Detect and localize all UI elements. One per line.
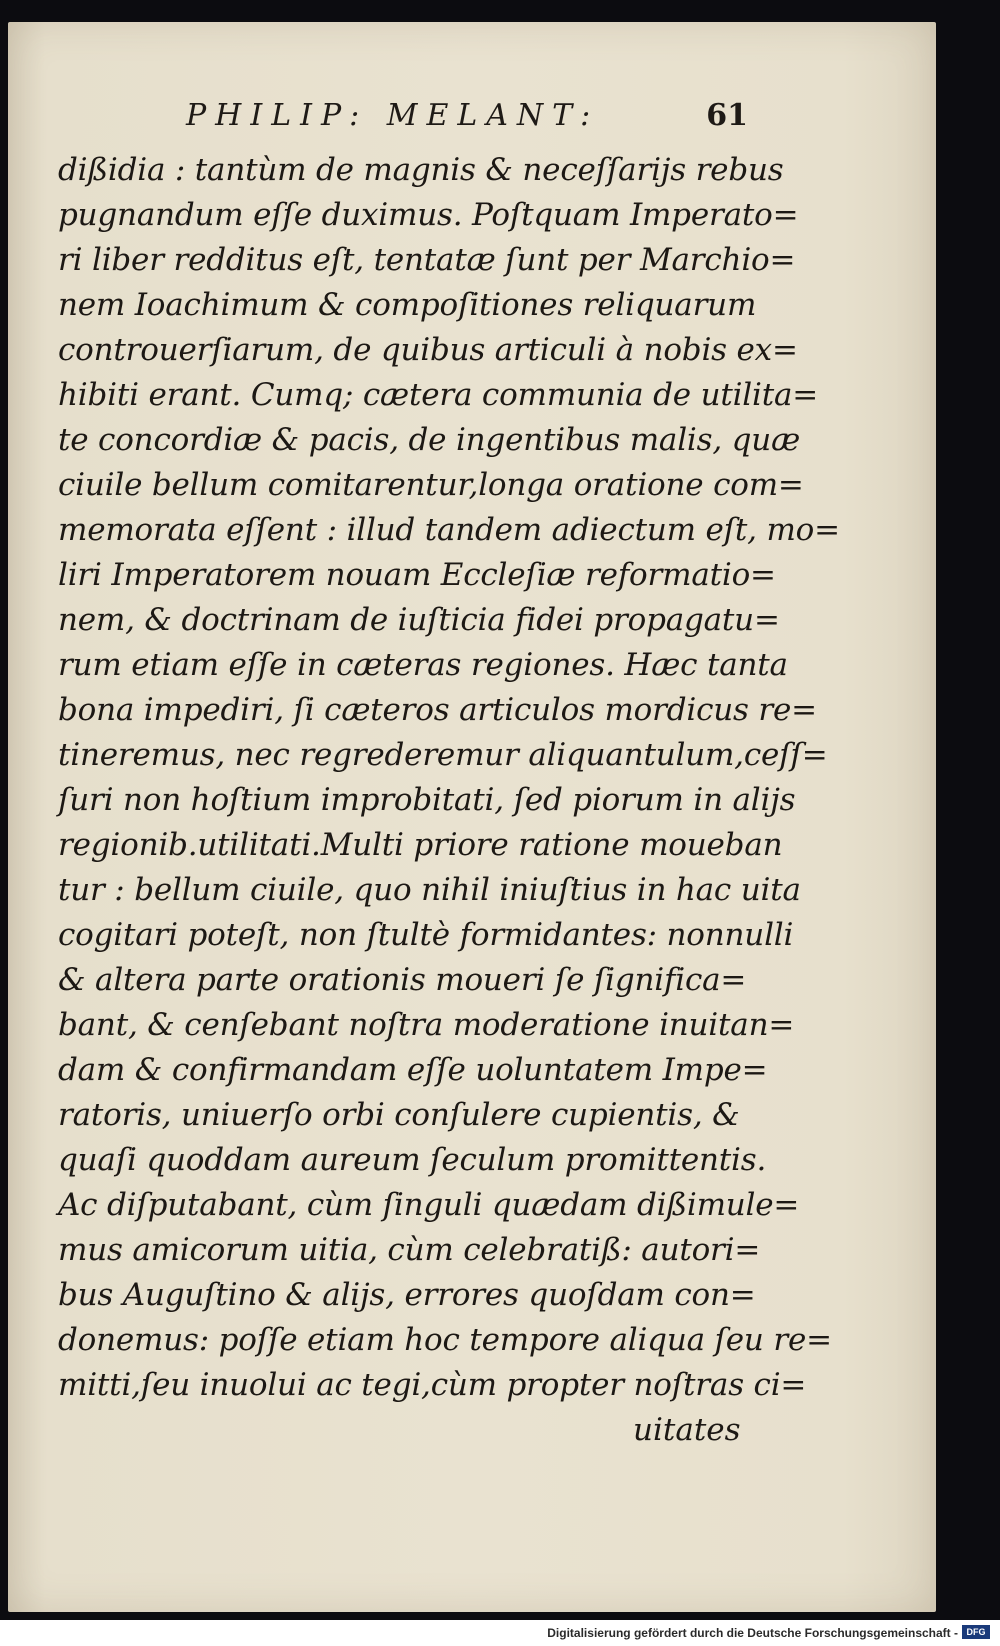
text-line: ratoris, uniuerſo orbi conſulere cupientis, &	[58, 1097, 740, 1133]
text-line: bus Auguſtino & alijs, errores quoſdam con=	[58, 1277, 756, 1313]
text-line: dißidia : tantùm de magnis & neceſſarijs rebus	[58, 152, 784, 188]
text-line: nem Ioachimum & compoſitiones reliquarum	[58, 287, 757, 323]
text-line: nem, & doctrinam de iuſticia fidei propagatu=	[58, 602, 780, 638]
text-line: cogitari poteſt, non ſtultè formidantes: nonnulli	[58, 917, 794, 953]
text-line: ſuri non hoſtium improbitati, ſed piorum in alijs	[58, 782, 796, 818]
page-number: 61	[706, 98, 748, 133]
footer-bar	[0, 1620, 1000, 1646]
text-line: hibiti erant. Cumq; cætera communia de utilita=	[58, 377, 819, 413]
text-line: controuerſiarum, de quibus articuli à nobis ex=	[58, 332, 798, 368]
book-page	[8, 22, 936, 1612]
text-line: mitti,ſeu inuolui ac tegi,cùm propter noſtras ci=	[58, 1367, 807, 1403]
catchword: uitates	[633, 1412, 741, 1448]
page-header	[178, 90, 748, 150]
text-line: liri Imperatorem nouam Eccleſiæ reformatio=	[58, 557, 776, 593]
running-head: PHILIP: MELANT:	[186, 98, 600, 133]
text-line: bant, & cenſebant noſtra moderatione inuitan=	[58, 1007, 795, 1043]
text-line: ciuile bellum comitarentur,longa oratione com=	[58, 467, 804, 503]
funding-credit: Digitalisierung gefördert durch die Deutsche Forschungsgemeinschaft -	[547, 1626, 958, 1640]
text-line: pugnandum eſſe duximus. Poſtquam Imperato=	[58, 197, 799, 233]
text-line: mus amicorum uitia, cùm celebratiß: autori=	[58, 1232, 761, 1268]
text-line: tur : bellum ciuile, quo nihil iniuſtius in hac uita	[58, 872, 801, 908]
text-line: ri liber redditus eſt, tentatæ ſunt per Marchio=	[58, 242, 796, 278]
text-line: dam & confirmandam eſſe uoluntatem Impe=	[58, 1052, 768, 1088]
text-line: Ac diſputabant, cùm ſinguli quædam dißimule=	[58, 1187, 800, 1223]
text-line: donemus: poſſe etiam hoc tempore aliqua ſeu re=	[58, 1322, 832, 1358]
dfg-logo-icon: DFG	[962, 1625, 990, 1639]
body-text	[58, 152, 840, 1452]
text-line: rum etiam eſſe in cæteras regiones. Hæc tanta	[58, 647, 788, 683]
text-line: & altera parte orationis moueri ſe ſignifica=	[58, 962, 747, 998]
text-line: memorata eſſent : illud tandem adiectum eſt, mo=	[58, 512, 840, 548]
text-line: quaſi quoddam aureum ſeculum promittentis.	[58, 1142, 767, 1178]
text-line: tineremus, nec regrederemur aliquantulum,ceſſ=	[58, 737, 828, 773]
text-line: te concordiæ & pacis, de ingentibus malis, quæ	[58, 422, 801, 458]
text-line: regionib.utilitati.Multi priore ratione moueban	[58, 827, 783, 863]
text-line: bona impediri, ſi cæteros articulos mordicus re=	[58, 692, 817, 728]
